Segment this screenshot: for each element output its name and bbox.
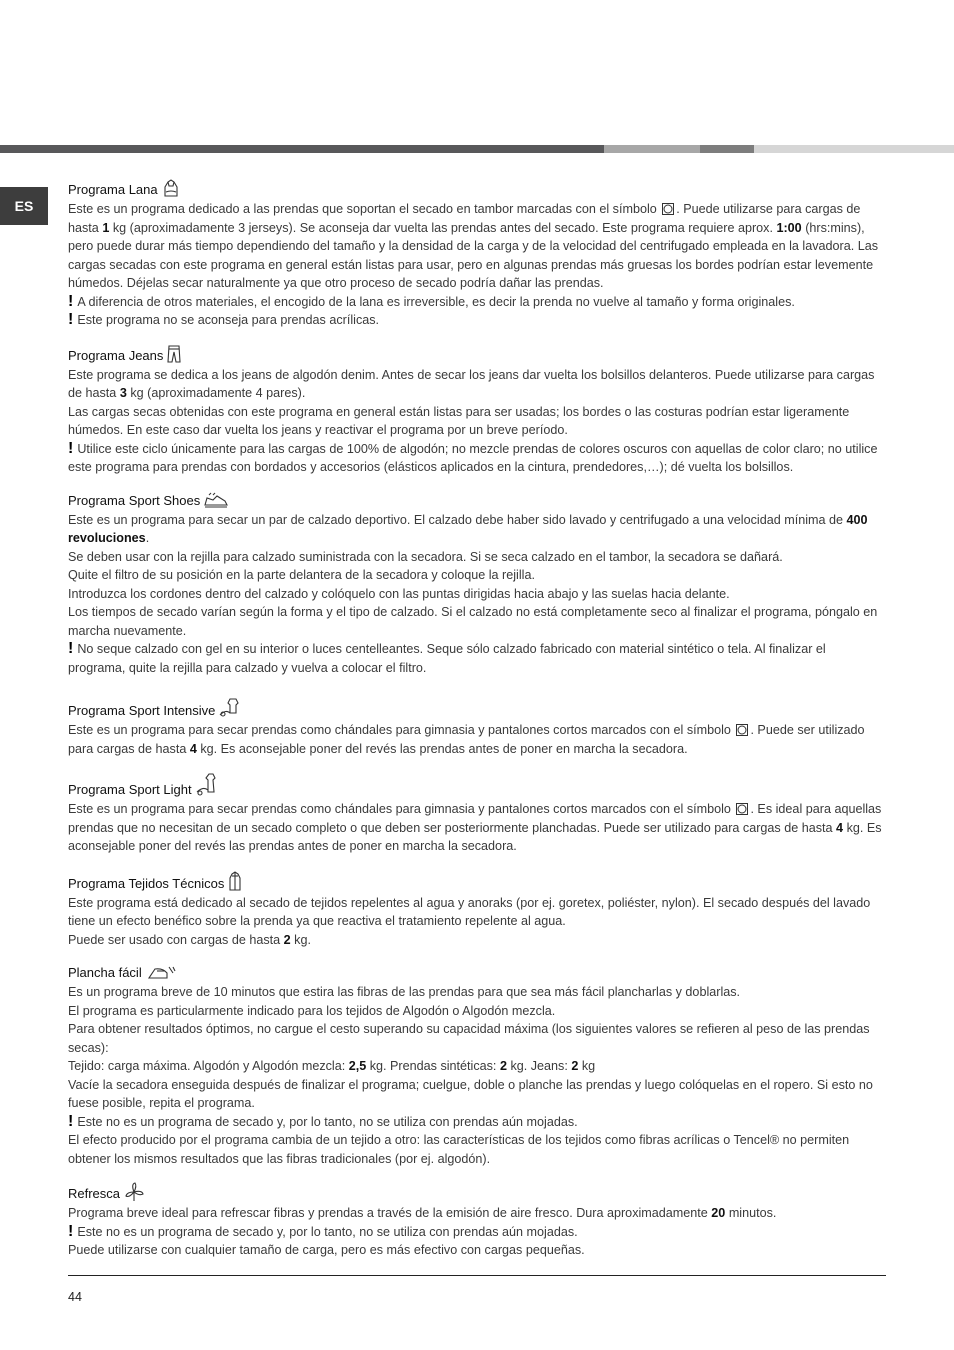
tumble-dry-symbol-icon (736, 724, 748, 736)
text: kg (aproximadamente 4 pares). (130, 386, 306, 400)
title-text: Programa Tejidos Técnicos (68, 875, 225, 891)
warning-icon: ! (68, 439, 74, 457)
warning-icon: ! (68, 311, 74, 328)
title-text: Programa Lana (68, 182, 158, 197)
sport-shoes-paragraph: Los tiempos de secado varían según la forma y el tipo de calzado. Si el calzado no está completamente seco al finalizar el programa, póngalo en marcha nuevamente. (68, 605, 878, 638)
header-bar-dark (0, 145, 604, 153)
text: Este programa no se aconseja para prendas acrílicas. (77, 313, 380, 327)
warning-line (68, 640, 886, 677)
text: Utilice este ciclo únicamente para las cargas de 100% de algodón; no mezcle prendas de colores oscuros con aquellas de color claro; no utilice este programa para prendas con bordados y accesorios (elásticos aplicados en la cintura, prendedores,…); dé vuelta los bolsillos. (68, 441, 878, 474)
header-bar-light (604, 145, 700, 153)
warning-icon: ! (68, 292, 74, 310)
plancha-paragraph: El programa es particularmente indicado para los tejidos de Algodón o Algodón mezcla. (68, 1003, 556, 1018)
section-sport-shoes (68, 491, 886, 678)
text: Este es un programa dedicado a las prendas que soportan el secado en tambor marcadas con el símbolo (68, 202, 657, 216)
bold-value: 2,5 (348, 1059, 367, 1073)
text: minutos. (728, 1206, 777, 1220)
bold-value: 4 (836, 820, 844, 835)
section-title (68, 963, 886, 983)
title-text: Programa Jeans (68, 347, 164, 363)
text: Este es un programa para secar un par de calzado deportivo. El calzado debe haber sido lavado y centrifugado a una velocidad mínima de (68, 512, 843, 527)
section-sport-light (68, 772, 886, 856)
plancha-paragraph: El efecto producido por el programa cambia de un tejido a otro: las características de los tejidos como fibras acrílicas o Tencel® no permiten obtener los mismos resultados que las fibras tradicionales (por ej. algodón). (68, 1133, 850, 1166)
text: . Es ideal para aquellas prendas que no necesitan de un secado completo o que deben ser posteriormente planchadas. Puede ser utilizado para cargas de hasta (68, 802, 882, 835)
sport-intensive-icon (218, 697, 242, 719)
sport-shoes-paragraph: Quite el filtro de su posición en la parte delantera de la secadora y coloque la rejilla. (68, 568, 535, 582)
bold-value: 1 (102, 220, 110, 235)
title-text: Refresca (68, 1186, 121, 1201)
jeans-program-icon (166, 344, 182, 364)
section-title (68, 1182, 886, 1204)
tumble-dry-symbol-icon (736, 803, 748, 815)
bold-value: 2 (283, 932, 291, 947)
sport-light-paragraph (68, 800, 886, 856)
bold-value: 4 (189, 741, 197, 756)
warning-line (68, 311, 886, 330)
text: kg. (294, 932, 311, 947)
footer-rule (68, 1275, 886, 1276)
text: A diferencia de otros materiales, el encogido de la lana es irreversible, es decir la prenda no vuelve al tamaño y forma originales. (77, 294, 795, 309)
section-title (68, 491, 886, 511)
text: Tejido: carga máxima. Algodón y Algodón mezcla: (68, 1059, 346, 1073)
section-title (68, 344, 886, 366)
section-title (68, 870, 886, 894)
tejidos-paragraph (68, 931, 886, 950)
text: Puede ser usado con cargas de hasta (68, 932, 281, 947)
section-title (68, 772, 886, 800)
technical-fabrics-icon (227, 870, 243, 892)
section-plancha-facil (68, 963, 886, 1168)
text: . Puede utilizarse para cargas de hasta (68, 202, 861, 235)
text: kg (581, 1059, 596, 1073)
refresca-paragraph: Puede utilizarse con cualquier tamaño de carga, pero es más efectivo con cargas pequeñas. (68, 1243, 585, 1257)
text: kg. Es aconsejable poner del revés las prendas antes de poner en marcha la secadora. (68, 820, 882, 853)
section-tejidos-tecnicos (68, 870, 886, 950)
sport-shoes-icon (203, 491, 229, 509)
section-jeans (68, 344, 886, 477)
language-tab: ES (0, 187, 48, 225)
header-bar-pale (754, 145, 954, 153)
bold-value: 2 (571, 1059, 579, 1073)
iron-easy-icon (145, 963, 177, 981)
lana-paragraph (68, 200, 886, 293)
tejidos-paragraph: Este programa está dedicado al secado de tejidos repelentes al agua y anoraks (por ej. goretex, poliéster, nylon). El secado después del lavado tiene un efecto benéfico sobre la prenda ya que reactiva el tratamiento repelente al agua. (68, 895, 871, 928)
text: . (145, 531, 150, 545)
section-sport-intensive (68, 697, 886, 758)
warning-line (68, 1223, 886, 1242)
title-text: Programa Sport Shoes (68, 492, 201, 508)
sport-shoes-paragraph: Introduzca los cordones dentro del calzado y colóquelo con las puntas dirigidas hacia abajo y las suelas hacia delante. (68, 586, 730, 601)
sport-intensive-paragraph (68, 721, 886, 758)
jeans-paragraph: Las cargas secas obtenidas con este programa en general están listas para ser usadas; los bordes o las costuras podrían estar ligeramente húmedos. En este caso dar vuelta los jeans y reactivar el programa por un breve período. (68, 404, 850, 437)
warning-line (68, 440, 886, 477)
bold-value: 3 (119, 386, 127, 400)
text: (hrs:mins), pero puede durar más tiempo dependiendo del tamaño y la densidad de la carga y de la velocidad del centrifugado empleada en la lavadora. Las cargas secadas con este programa en general están listas para usar, pero en algunas prendas más gruesas los bordes podrían estar levemente húmedos. Déjelas secar naturalmente ya que otro proceso de secado podría dañar las prendas. (68, 220, 879, 290)
text: Este es un programa para secar prendas como chándales para gimnasia y pantalones cortos marcados con el símbolo (68, 802, 731, 816)
warning-icon: ! (68, 1222, 74, 1240)
title-text: Programa Sport Intensive (68, 703, 216, 718)
sport-light-icon (195, 772, 219, 798)
text: Este programa se dedica a los jeans de algodón denim. Antes de secar los jeans dar vuelta los bolsillos delanteros. Puede utilizarse para cargas de hasta (68, 367, 875, 400)
plancha-paragraph: Es un programa breve de 10 minutos que estira las fibras de las prendas para que sea más fácil plancharlas y doblarlas. (68, 985, 741, 999)
section-title (68, 178, 886, 200)
page-number: 44 (68, 1290, 82, 1304)
bold-value: 2 (499, 1059, 507, 1073)
tumble-dry-symbol-icon (662, 203, 674, 215)
sport-shoes-paragraph (68, 511, 886, 548)
text: kg (aproximadamente 3 jerseys). Se aconseja dar vuelta las prendas antes del secado. Este programa requiere aprox. (112, 220, 773, 235)
warning-icon: ! (68, 640, 74, 657)
warning-line (68, 293, 886, 312)
text: . Puede ser utilizado para cargas de hasta (68, 723, 865, 756)
text: kg. Jeans: (510, 1059, 568, 1073)
header-bar-mid (700, 145, 754, 153)
text: Este no es un programa de secado y, por lo tanto, no se utiliza con prendas aún mojadas. (77, 1224, 578, 1239)
section-title (68, 697, 886, 721)
warning-line (68, 1113, 886, 1132)
plancha-paragraph: Vacíe la secadora enseguida después de finalizar el programa; cuelgue, doble o planche las prendas y luego colóquelas en el ropero. Si esto no fuese posible, repita el programa. (68, 1077, 873, 1110)
plancha-paragraph: Para obtener resultados óptimos, no cargue el cesto superando su capacidad máxima (los siguientes valores se refieren al peso de las prendas secas): (68, 1022, 870, 1055)
page-content (68, 178, 886, 1274)
text: No seque calzado con gel en su interior o luces centelleantes. Seque sólo calzado fabricado con material sintético o tela. Al finalizar el programa, quite la rejilla para calzado y vuelva a colocar el filtro. (68, 642, 826, 675)
bold-value: 20 (711, 1206, 726, 1220)
sport-shoes-paragraph: Se deben usar con la rejilla para calzado suministrada con la secadora. Si se seca calzado en el tambor, la secadora se dañará. (68, 549, 783, 564)
refresh-fan-icon (123, 1182, 145, 1202)
bold-value: 400 revoluciones (68, 512, 868, 545)
title-text: Programa Sport Light (68, 782, 192, 797)
wool-program-icon (161, 178, 181, 198)
section-refresca (68, 1182, 886, 1260)
text: Este es un programa para secar prendas como chándales para gimnasia y pantalones cortos marcados con el símbolo (68, 723, 731, 737)
text: kg. Es aconsejable poner del revés las prendas antes de poner en marcha la secadora. (200, 741, 688, 756)
text: Este no es un programa de secado y, por lo tanto, no se utiliza con prendas aún mojadas. (77, 1114, 578, 1129)
bold-value: 1:00 (776, 220, 802, 235)
jeans-paragraph (68, 366, 886, 403)
warning-icon: ! (68, 1112, 74, 1130)
text: kg. Prendas sintéticas: (369, 1059, 497, 1073)
refresca-paragraph (68, 1204, 886, 1223)
section-lana (68, 178, 886, 330)
title-text: Plancha fácil (68, 965, 142, 980)
text: Programa breve ideal para refrescar fibras y prendas a través de la emisión de aire fresco. Dura aproximadamente (68, 1206, 708, 1220)
plancha-paragraph (68, 1057, 886, 1076)
